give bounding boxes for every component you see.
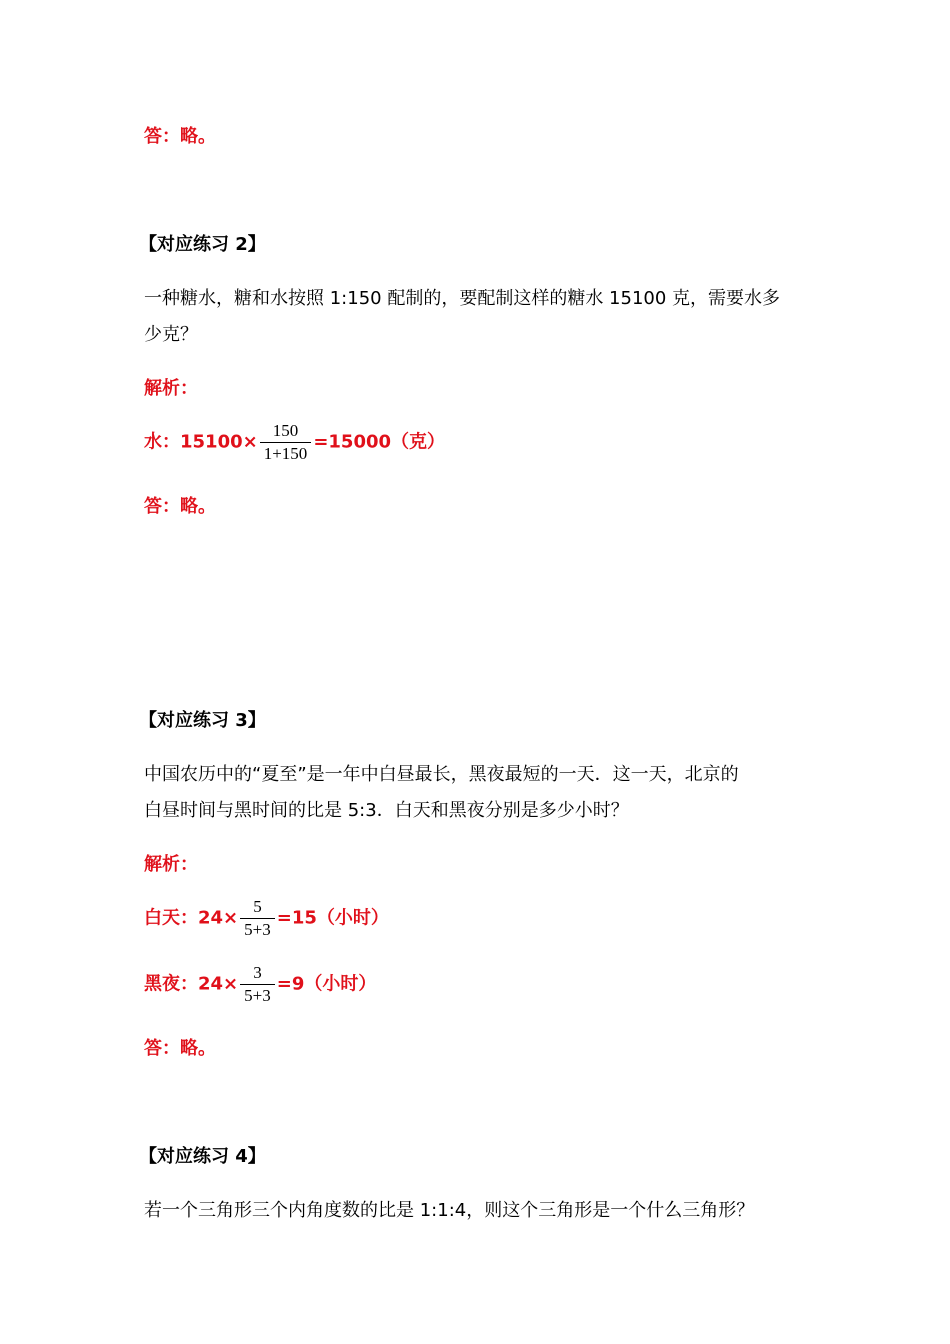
exercise-3-analysis-label: 解析： [144,854,198,875]
exercise-2-question-line1: 一种糖水，糖和水按照 1:150 配制的，要配制这样的糖水 15100 克，需要水多 [144,288,781,309]
exercise-3-question-line1: 中国农历中的“夏至”是一年中白昼最长，黑夜最短的一天．这一天，北京的 [144,764,739,785]
exercise-3-answer: 答：略。 [144,1038,216,1059]
exercise-2-analysis-label: 解析： [144,378,198,399]
exercise-3-night-calc [144,962,376,1007]
fraction-denominator: 5+3 [240,918,275,941]
night-calc-suffix: =9（小时） [276,973,377,995]
exercise-2-answer: 答：略。 [144,496,216,517]
exercise-3-question-line2: 白昼时间与黑时间的比是 5:3．白天和黑夜分别是多少小时？ [144,800,629,821]
day-calc-prefix: 白天：24× [144,907,239,929]
exercise-4-question-line1: 若一个三角形三个内角度数的比是 1:1:4，则这个三角形是一个什么三角形？ [144,1200,755,1221]
exercise-2-calc-suffix: =15000（克） [313,431,446,453]
fraction-denominator: 5+3 [240,984,275,1007]
exercise-4-title: 【对应练习 4】 [139,1146,266,1167]
night-calc-prefix: 黑夜：24× [144,973,239,995]
night-fraction [240,962,275,1007]
fraction-numerator: 5 [253,897,262,916]
exercise-2-question-line2: 少克？ [144,324,198,345]
exercise-2-calc [144,420,445,465]
exercise-2-fraction [260,420,312,465]
exercise-3-title: 【对应练习 3】 [139,710,266,731]
exercise-3-day-calc [144,896,389,941]
fraction-denominator: 1+150 [260,442,312,465]
exercise-2-title: 【对应练习 2】 [139,234,266,255]
day-fraction [240,896,275,941]
fraction-numerator: 3 [253,963,262,982]
answer-1: 答：略。 [144,126,216,147]
day-calc-suffix: =15（小时） [276,907,389,929]
fraction-numerator: 150 [272,421,299,440]
exercise-2-calc-prefix: 水：15100× [144,431,258,453]
